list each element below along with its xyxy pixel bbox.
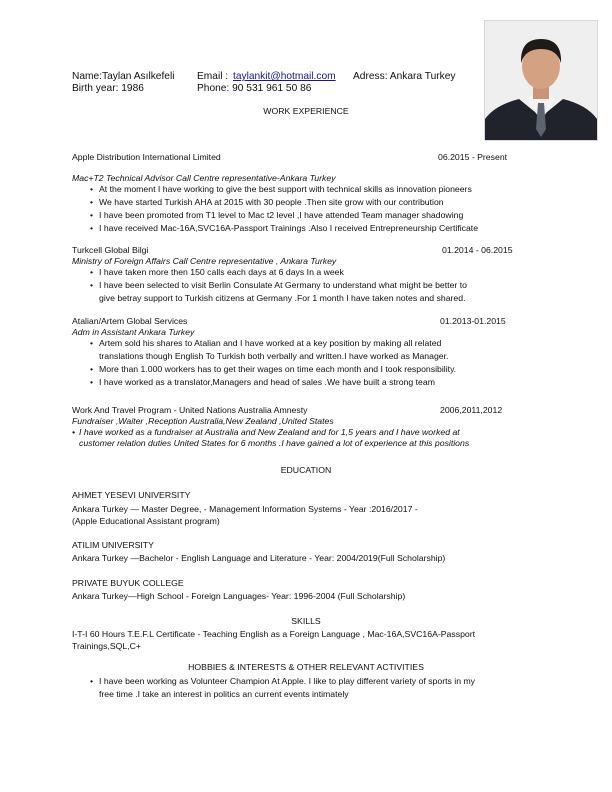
job-title: Fundraiser ,Waiter ,Reception Australia,New Zealand ,United States <box>72 416 334 426</box>
job-bullet-continued: translations though English To Turkish both verbally and written.I have worked as Manager. <box>99 351 449 361</box>
job-dates: 01.2013-01.2015 <box>440 316 506 326</box>
address: Adress: Ankara Turkey <box>353 71 456 82</box>
job-bullet-continued: customer relation duties United States for 6 months .I have gained a lot of experience at this positions <box>79 438 470 448</box>
job-company: Apple Distribution International Limited <box>72 152 221 162</box>
school-name: ATILIM UNIVERSITY <box>72 540 154 550</box>
profile-photo <box>484 20 598 141</box>
job-bullet: I have worked as a fundraiser at Australia and New Zealand and for 1,5 years and I have worked at <box>79 427 460 437</box>
job-company: Turkcell Global Bilgi <box>72 245 149 255</box>
job-company: Work And Travel Program - United Nations Australia Amnesty <box>72 405 308 415</box>
bullet-icon: • <box>90 364 94 374</box>
job-title: Adm in Assistant Ankara Turkey <box>72 327 195 337</box>
job-bullet: I have been promoted from T1 level to Mac t2 level ,I have attended Team manager shadowing <box>99 210 464 220</box>
job-title: Ministry of Foreign Affairs Call Centre representative , Ankara Turkey <box>72 256 337 266</box>
skills-heading: SKILLS <box>291 616 321 626</box>
bullet-icon: • <box>90 377 94 387</box>
hobbies-text: I have been working as Volunteer Champion At Apple. I like to play different variety of sports in my <box>99 676 476 686</box>
hobbies-heading: HOBBIES & INTERESTS & OTHER RELEVANT ACTIVITIES <box>188 662 424 672</box>
school-name: AHMET YESEVI UNIVERSITY <box>72 490 191 500</box>
bullet-icon: • <box>90 184 94 194</box>
job-bullet: More than 1.000 workers has to get their wages on time each month and I took responsibility. <box>99 364 457 374</box>
school-detail: Ankara Turkey —Bachelor - English Language and Literature - Year: 2004/2019(Full Scholarship) <box>72 553 446 563</box>
job-dates: 06.2015 - Present <box>438 152 508 162</box>
bullet-icon: • <box>90 210 94 220</box>
email-label: Email : <box>197 71 229 82</box>
job-bullet: We have started Turkish AHA at 2015 with 30 people .Then site grow with our contribution <box>99 197 444 207</box>
candidate-name: Name:Taylan Asılkefeli <box>72 71 175 82</box>
school-detail: (Apple Educational Assistant program) <box>72 516 220 526</box>
birth-year: Birth year: 1986 <box>72 83 144 94</box>
education-heading: EDUCATION <box>280 465 332 475</box>
school-name: PRIVATE BUYUK COLLEGE <box>72 578 184 588</box>
job-bullet: I have received Mac-16A,SVC16A-Passport Trainings .Also I received Entrepreneurship Certificate <box>99 223 479 233</box>
bullet-icon: • <box>90 676 94 686</box>
bullet-icon: • <box>90 280 94 290</box>
job-company: Atalian/Artem Global Services <box>72 316 188 326</box>
email-link[interactable]: taylankit@hotmail.com <box>233 71 336 82</box>
job-bullet: At the moment I have working to give the best support with technical skills as innovation pioneers <box>99 184 472 194</box>
school-detail: Ankara Turkey — Master Degree, - Management Information Systems - Year :2016/2017 - <box>72 504 418 514</box>
phone: Phone: 90 531 961 50 86 <box>197 83 312 94</box>
bullet-icon: • <box>90 197 94 207</box>
job-title: Mac+T2 Technical Advisor Call Centre representative-Ankara Turkey <box>72 173 336 183</box>
bullet-icon: • <box>72 427 76 437</box>
person-photo-icon <box>485 21 597 140</box>
hobbies-text: free time .I take an interest in politics an current events intimately <box>99 689 349 699</box>
job-bullet: I have taken more then 150 calls each days at 6 days In a week <box>99 267 344 277</box>
school-detail: Ankara Turkey—High School - Foreign Languages- Year: 1996-2004 (Full Scholarship) <box>72 591 406 601</box>
job-bullet: I have been selected to visit Berlin Consulate At Germany to understand what might be better to <box>99 280 467 290</box>
skills-text: I-T-I 60 Hours T.E.F.L Certificate - Teaching English as a Foreign Language , Mac-16A,SVC16A-Passport <box>72 629 476 639</box>
work-experience-heading: WORK EXPERIENCE <box>263 106 349 116</box>
job-bullet: I have worked as a translator,Managers and head of sales .We have built a strong team <box>99 377 435 387</box>
skills-text: Trainings,SQL,C+ <box>72 641 141 651</box>
job-dates: 2006,2011,2012 <box>440 405 503 415</box>
job-dates: 01.2014 - 06.2015 <box>442 245 513 255</box>
bullet-icon: • <box>90 223 94 233</box>
job-bullet-continued: give betray support to Turkish citizens at Germany .For 1 month I have taken notes and shared. <box>99 293 466 303</box>
bullet-icon: • <box>90 338 94 348</box>
bullet-icon: • <box>90 267 94 277</box>
job-bullet: Artem sold his shares to Atalian and I have worked at a key position by making all related <box>99 338 442 348</box>
